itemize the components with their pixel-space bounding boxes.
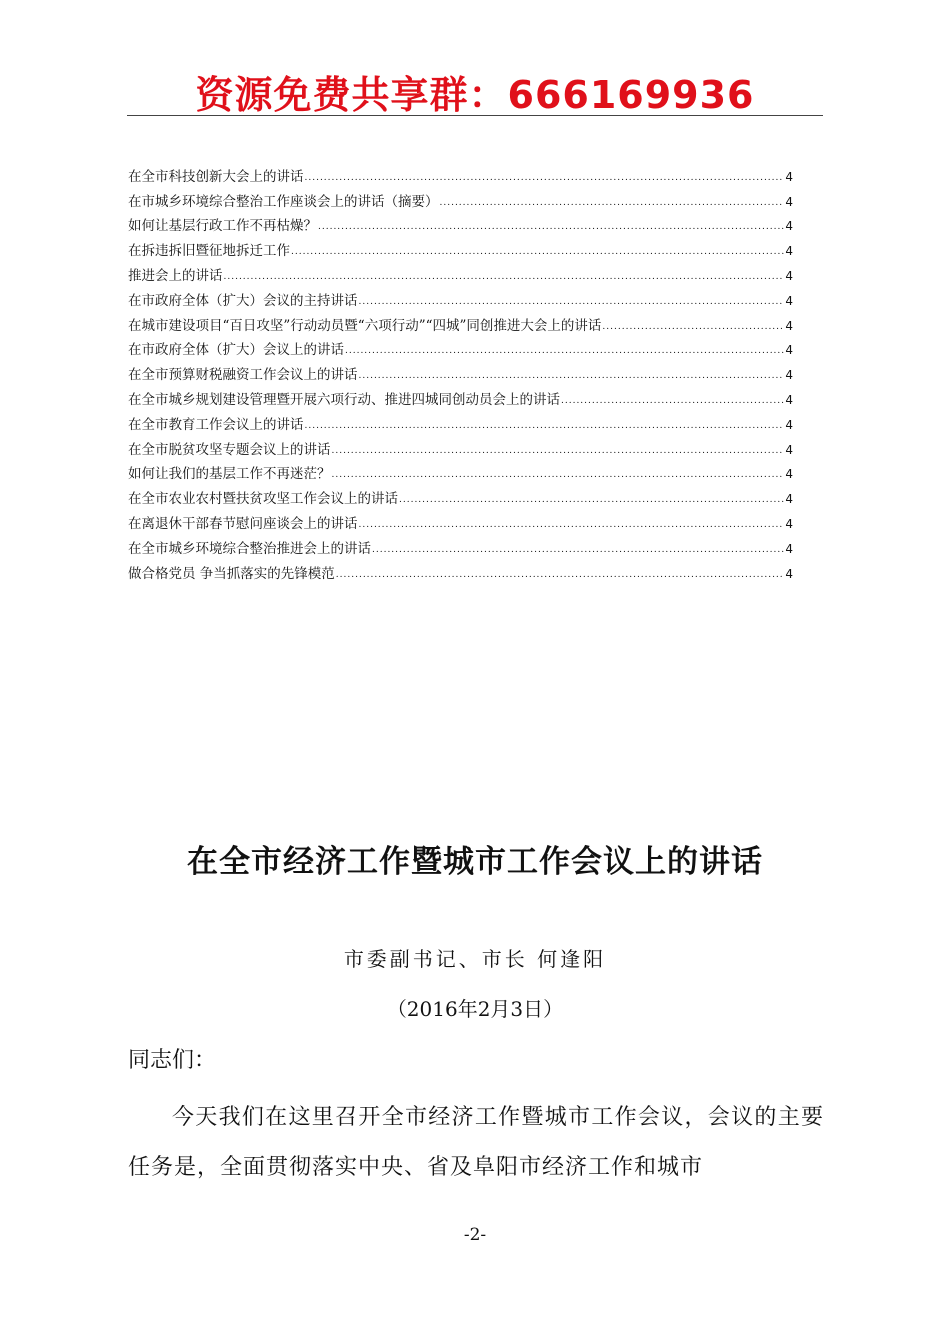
toc-item-title: 如何让基层行政工作不再枯燥？ (128, 218, 317, 235)
toc-item-title: 在市城乡环境综合整治工作座谈会上的讲话（摘要） (128, 193, 439, 210)
toc-item-title: 在城市建设项目“百日攻坚”行动动员暨“六项行动”“四城”同创推进大会上的讲话 (128, 317, 602, 334)
toc-leader-dots (332, 469, 785, 482)
toc-item[interactable] (128, 284, 793, 309)
toc-item-title: 在全市预算财税融资工作会议上的讲话 (128, 367, 358, 384)
toc-item[interactable] (128, 383, 793, 408)
document-title: 在全市经济工作暨城市工作会议上的讲话 (187, 844, 763, 880)
toc-item-title: 在全市教育工作会议上的讲话 (128, 416, 304, 433)
document-date: （2016年2月3日） (386, 997, 564, 1021)
toc-item[interactable] (128, 433, 793, 458)
toc-item[interactable] (128, 358, 793, 383)
toc-item-title: 做合格党员 争当抓落实的先锋模范 (128, 565, 335, 582)
toc-leader-dots (372, 544, 784, 557)
toc-item-page: 4 (785, 169, 793, 184)
toc-item-title: 在离退休干部春节慰问座谈会上的讲话 (128, 515, 358, 532)
toc-item[interactable] (128, 557, 793, 582)
toc-leader-dots (318, 221, 784, 234)
toc-leader-dots (440, 197, 785, 210)
header-divider (127, 115, 823, 116)
toc-leader-dots (561, 395, 784, 408)
toc-item-page: 4 (785, 244, 793, 259)
toc-item-title: 在拆违拆旧暨征地拆迁工作 (128, 243, 290, 260)
toc-item-page: 4 (785, 268, 793, 283)
toc-item[interactable] (128, 210, 793, 235)
toc-leader-dots (399, 494, 784, 507)
toc-item-title: 如何让我们的基层工作不再迷茫？ (128, 466, 331, 483)
toc-item-title: 在市政府全体（扩大）会议上的讲话 (128, 342, 344, 359)
toc-item-page: 4 (785, 343, 793, 358)
toc-item-page: 4 (785, 293, 793, 308)
toc-item[interactable] (128, 532, 793, 557)
toc-item-page: 4 (785, 492, 793, 507)
document-author: 市委副书记、市长 何逢阳 (343, 947, 607, 971)
toc-item-page: 4 (785, 467, 793, 482)
toc-leader-dots (336, 569, 785, 582)
page-number: -2- (463, 1225, 487, 1245)
toc-item-title: 在全市脱贫攻坚专题会议上的讲话 (128, 441, 331, 458)
toc-item[interactable] (128, 234, 793, 259)
table-of-contents (128, 160, 793, 582)
toc-leader-dots (359, 296, 785, 309)
toc-item-title: 在全市城乡规划建设管理暨开展六项行动、推进四城同创动员会上的讲话 (128, 391, 560, 408)
toc-leader-dots (345, 345, 784, 358)
toc-leader-dots (359, 370, 785, 383)
toc-item-title: 在全市城乡环境综合整治推进会上的讲话 (128, 540, 371, 557)
toc-leader-dots (291, 246, 784, 259)
toc-item[interactable] (128, 160, 793, 185)
toc-item[interactable] (128, 408, 793, 433)
toc-item-page: 4 (785, 442, 793, 457)
toc-item[interactable] (128, 185, 793, 210)
toc-item-page: 4 (785, 392, 793, 407)
toc-leader-dots (305, 172, 785, 185)
salutation: 同志们： (128, 1048, 217, 1073)
toc-item-page: 4 (785, 541, 793, 556)
toc-item-title: 在全市科技创新大会上的讲话 (128, 168, 304, 185)
toc-item-title: 在市政府全体（扩大）会议的主持讲话 (128, 292, 358, 309)
toc-item[interactable] (128, 259, 793, 284)
toc-item[interactable] (128, 458, 793, 483)
toc-leader-dots (359, 519, 785, 532)
toc-item[interactable] (128, 507, 793, 532)
toc-leader-dots (224, 271, 785, 284)
toc-item[interactable] (128, 482, 793, 507)
toc-item[interactable] (128, 334, 793, 359)
toc-item-page: 4 (785, 368, 793, 383)
toc-leader-dots (602, 321, 784, 334)
toc-leader-dots (332, 445, 785, 458)
toc-item-title: 在全市农业农村暨扶贫攻坚工作会议上的讲话 (128, 491, 398, 508)
body-paragraph: 今天我们在这里召开全市经济工作暨城市工作会议，会议的主要任务是，全面贯彻落实中央、省及阜阳市经济工作和城市 (128, 1105, 824, 1180)
toc-item-page: 4 (785, 516, 793, 531)
toc-item-page: 4 (785, 194, 793, 209)
toc-item[interactable] (128, 309, 793, 334)
header-title: 资源免费共享群：666169936 (195, 73, 755, 117)
toc-item-title: 推进会上的讲话 (128, 267, 223, 284)
toc-item-page: 4 (785, 566, 793, 581)
toc-item-page: 4 (785, 318, 793, 333)
toc-leader-dots (305, 420, 785, 433)
toc-item-page: 4 (785, 417, 793, 432)
toc-item-page: 4 (785, 219, 793, 234)
